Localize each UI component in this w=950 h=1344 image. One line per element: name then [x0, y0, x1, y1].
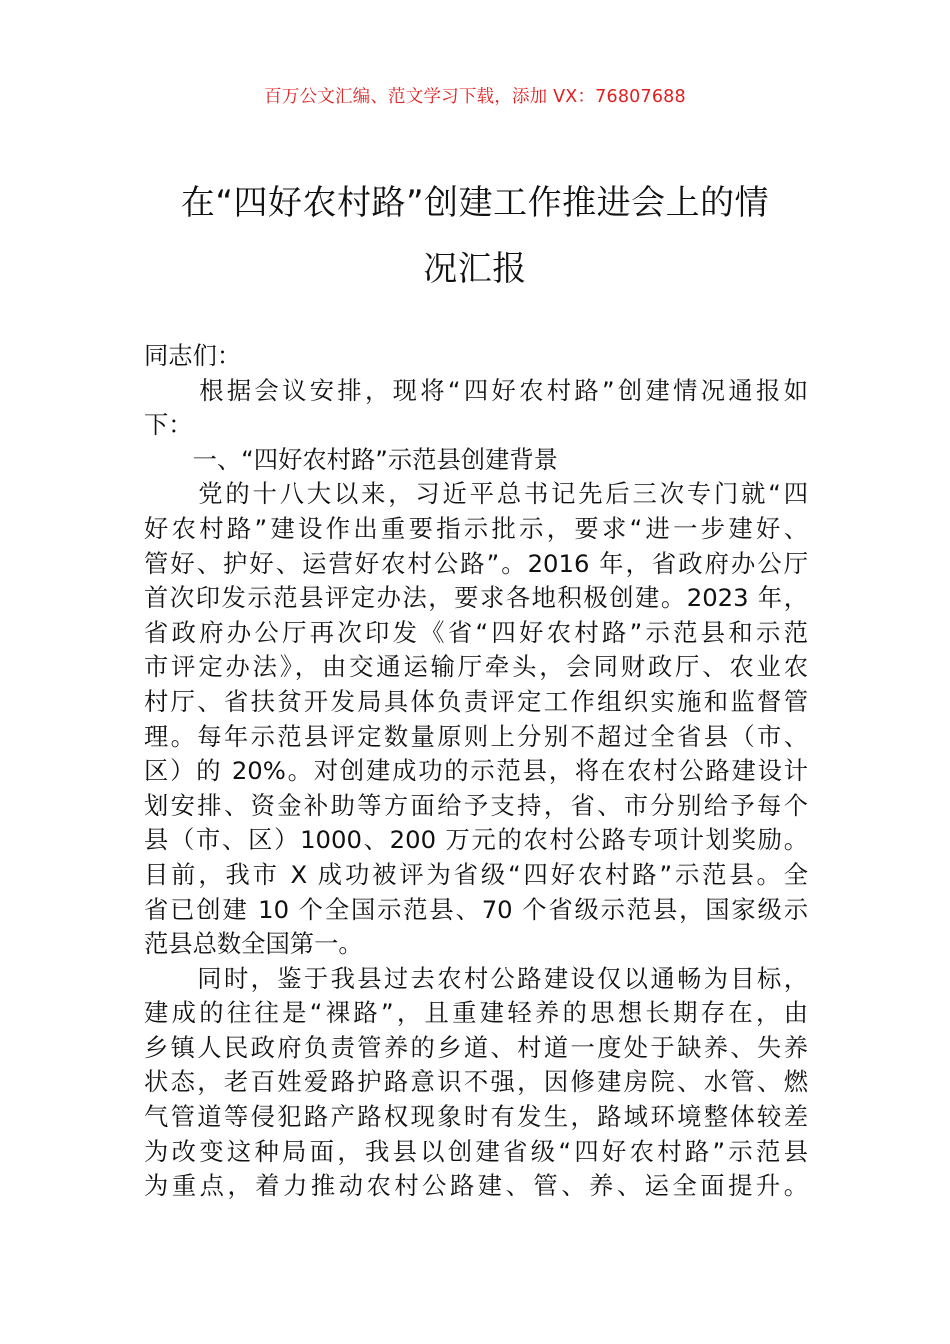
document-title [120, 170, 830, 302]
text-line: 状态，老百姓爱路护路意识不强，因修建房院、水管、燃 [144, 1067, 808, 1097]
text-line: 村厅、省扶贫开发局具体负责评定工作组织实施和监督管 [144, 686, 808, 716]
text-line: 省已创建 10 个全国示范县、70 个省级示范县，国家级示 [144, 894, 808, 924]
text-line: 为改变这种局面，我县以创建省级“四好农村路”示范县 [144, 1136, 808, 1166]
text-line: 省政府办公厅再次印发《省“四好农村路”示范县和示范 [144, 617, 808, 647]
section-heading-1 [144, 443, 808, 478]
title-line-1: 在“四好农村路”创建工作推进会上的情 [180, 183, 770, 223]
text-line: 首次印发示范县评定办法，要求各地积极创建。2023 年， [144, 583, 808, 613]
text-line: 建成的往往是“裸路”，且重建轻养的思想长期存在，由 [144, 998, 808, 1028]
text-line: 市评定办法》，由交通运输厅牵头，会同财政厅、农业农 [144, 652, 808, 682]
salutation: 同志们： [144, 341, 242, 370]
text-line: 根据会议安排，现将“四好农村路”创建情况通报如 [144, 375, 808, 405]
text-line: 下： [144, 410, 193, 440]
text-line: 县（市、区）1000、200 万元的农村公路专项计划奖励。 [144, 825, 808, 855]
text-line: 区）的 20%。对创建成功的示范县，将在农村公路建设计 [144, 756, 808, 786]
text-line: 范县总数全国第一。 [144, 929, 363, 959]
paragraph-background [144, 477, 808, 961]
text-line: 为重点，着力推动农村公路建、管、养、运全面提升。 [144, 1171, 808, 1201]
text-line: 气管道等侵犯路产路权现象时有发生，路域环境整体较差 [144, 1102, 808, 1132]
text-line: 目前，我市 X 成功被评为省级“四好农村路”示范县。全 [144, 859, 808, 889]
text-line: 同时，鉴于我县过去农村公路建设仅以通畅为目标， [144, 963, 808, 993]
paragraph-situation [144, 962, 808, 1204]
title-line-2: 况汇报 [423, 249, 527, 289]
text-line: 一、“四好农村路”示范县创建背景 [144, 444, 558, 474]
paragraph-intro [144, 374, 808, 443]
text-line: 理。每年示范县评定数量原则上分别不超过全省县（市、 [144, 721, 808, 751]
text-line: 乡镇人民政府负责管养的乡道、村道一度处于缺养、失养 [144, 1032, 808, 1062]
watermark-banner: 百万公文汇编、范文学习下载，添加 VX：76807688 [264, 87, 686, 107]
text-line: 管好、护好、运营好农村公路”。2016 年，省政府办公厅 [144, 548, 808, 578]
text-line: 党的十八大以来，习近平总书记先后三次专门就“四 [144, 479, 808, 509]
text-line: 划安排、资金补助等方面给予支持，省、市分别给予每个 [144, 790, 808, 820]
text-line: 好农村路”建设作出重要指示批示，要求“进一步建好、 [144, 513, 808, 543]
document-body [144, 339, 808, 1204]
